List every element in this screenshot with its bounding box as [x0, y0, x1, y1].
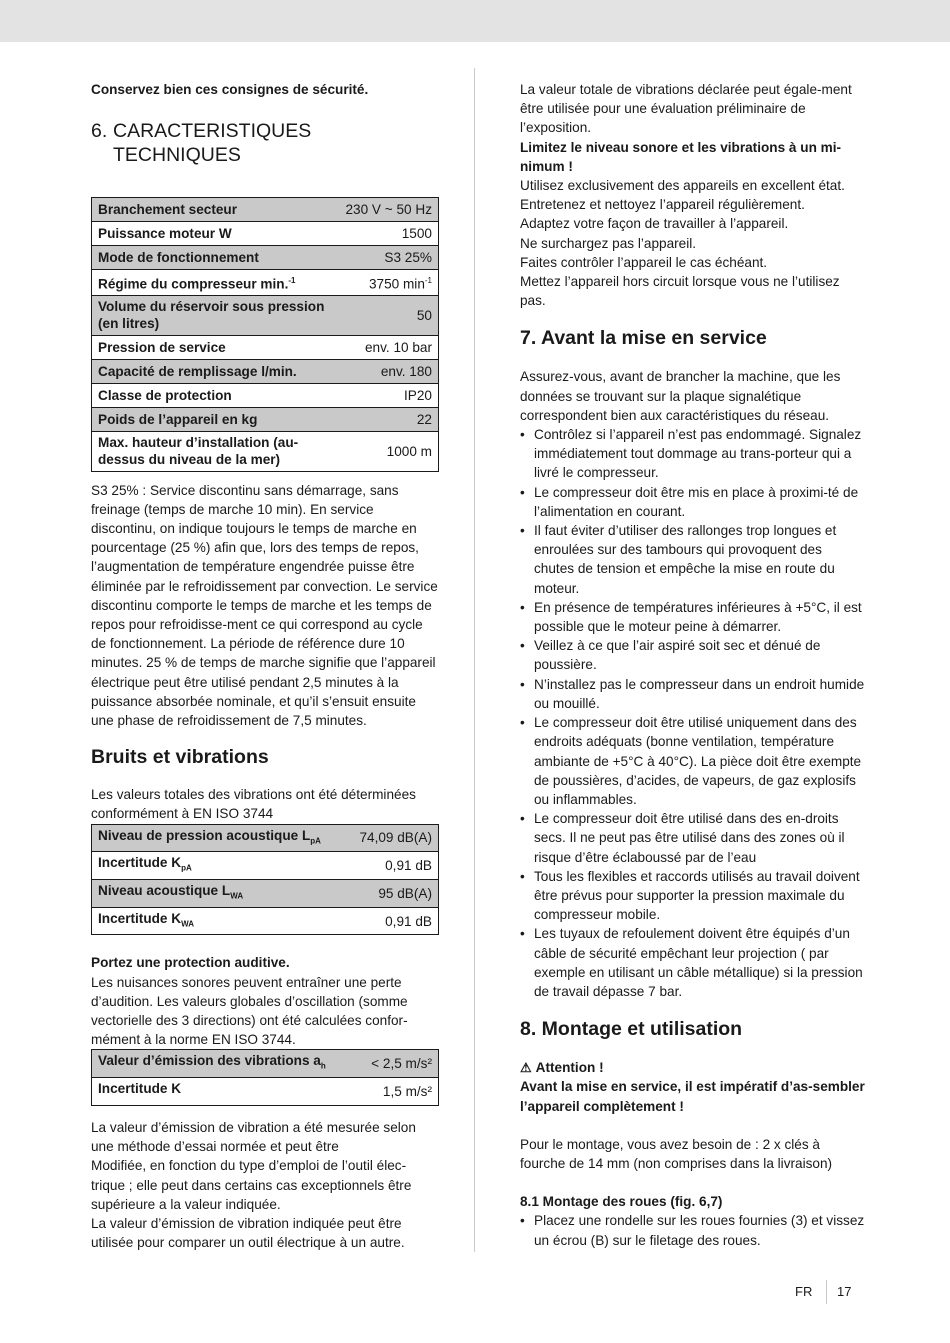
spec-row — [92, 383, 439, 407]
limit-line: Mettez l’appareil hors circuit lorsque vous ne l’utilisez pas. — [520, 274, 840, 309]
section6-title-line2: TECHNIQUES — [113, 143, 241, 166]
attention-line: ⚠ Attention ! — [520, 1060, 604, 1076]
limit-line: Entretenez et nettoyez l’appareil régulièrement. — [520, 197, 805, 213]
top-bar — [0, 0, 950, 42]
section7-heading: 7. Avant la mise en service — [520, 327, 767, 350]
list-item: • Il faut éviter d’utiliser des rallonges trop longues et enroulées sur des tambours qui provoquent des chutes de tension et empêche la mise en route du moteur. — [520, 521, 865, 598]
noise-intro: Les valeurs totales des vibrations ont été déterminées conformément à EN ISO 3744 — [91, 787, 416, 822]
noise-label: Niveau acoustique $L_{WA}$ — [92, 880, 347, 908]
section6-heading — [91, 120, 439, 167]
spec-label: Poids de l’appareil en kg — [92, 407, 340, 431]
spec-value: S3 25% — [339, 246, 438, 270]
list-item: • Le compresseur doit être mis en place à proximi-té de l’alimentation en courant. — [520, 483, 865, 521]
noise-value: 0,91 dB — [346, 907, 438, 935]
attention-text: Avant la mise en service, il est impératif d’as-sembler l’appareil complètement ! — [520, 1079, 865, 1114]
spec-row — [92, 431, 439, 471]
spec-label: Pression de service — [92, 335, 340, 359]
limit-line: Faites contrôler l’appareil le cas échéant. — [520, 254, 768, 270]
vibration-paragraph: La valeur d’émission de vibration a été mesurée selon une méthode d’essai normée et peut être — [91, 1119, 416, 1155]
noise-label: Incertitude $K_{WA}$ — [92, 907, 347, 935]
spec-value: env. 180 — [339, 359, 438, 383]
list-item: • Tous les flexibles et raccords utilisés au travail doivent être prévus pour supporter la pression maximale du compresseur mobile. — [520, 867, 865, 925]
vibration-table — [91, 1049, 439, 1105]
spec-row — [92, 359, 439, 383]
noise-value: 74,09 dB(A) — [346, 824, 438, 852]
noise-table — [91, 824, 439, 936]
spec-value: 1000 m — [339, 431, 438, 471]
spec-table — [91, 197, 439, 472]
warning-triangle-icon: ⚠ — [520, 1060, 532, 1076]
vibration-label: Incertitude K — [92, 1078, 358, 1106]
spec-row — [92, 246, 439, 270]
spec-label: Classe de protection — [92, 383, 340, 407]
right-column — [520, 80, 865, 1250]
list-item: • N’installez pas le compresseur dans un endroit humide ou mouillé. — [520, 675, 865, 713]
vibration-row — [92, 1050, 439, 1078]
spec-row — [92, 270, 439, 296]
spec-row — [92, 295, 439, 335]
vibration-row — [92, 1078, 439, 1106]
footer-language: FR — [795, 1284, 813, 1299]
section8-heading: 8. Montage et utilisation — [520, 1018, 743, 1041]
noise-value: 0,91 dB — [346, 852, 438, 880]
vibration-intro: La valeur totale de vibrations déclarée peut égale-ment être utilisée pour une évaluation préliminaire de l’exposition. — [520, 82, 852, 136]
noise-row — [92, 852, 439, 880]
s3-explanation: S3 25% : Service discontinu sans démarrage, sans freinage (temps de marche 10 min). En service discontinu, on indique toujours le temps de marche en pourcentage (25 %) afin que, lors des temps de repos, l’augmentation de température engendrée puisse être éliminée par le refroidissement par convection. Le service discontinu comporte le temps de marche et les temps de repos pour refroidisse-ment ce qui correspond au cycle de fonctionnement. La période de référence dure 10 minutes. 25 % de temps de marche signifie que l’appareil électrique peut être utilisé pendant 2,5 minutes à la puissance absorbée nominale, et qu’il s’ensuit ensuite une phase de refroidissement de 7,5 minutes. — [91, 482, 438, 728]
spec-label: Volume du réservoir sous pression (en litres) — [92, 295, 340, 335]
spec-label: Puissance moteur W — [92, 222, 340, 246]
noise-row — [92, 907, 439, 935]
spec-row — [92, 407, 439, 431]
spec-row — [92, 335, 439, 359]
section6-number: 6. — [91, 120, 108, 142]
vibration-paragraph: Modifiée, en fonction du type d’emploi de l’outil élec-trique ; elle peut dans certains cas exceptionnels être supérieure a la valeur indiquée. — [91, 1158, 412, 1212]
left-column — [91, 80, 439, 1252]
section7-list — [520, 425, 865, 1001]
noise-row — [92, 824, 439, 852]
spec-label: Branchement secteur — [92, 198, 340, 222]
spec-value: 230 V ~ 50 Hz — [339, 198, 438, 222]
vibration-value: 1,5 m/s² — [357, 1078, 438, 1106]
noise-value: 95 dB(A) — [346, 880, 438, 908]
hearing-protection-text: Les nuisances sonores peuvent entraîner une perte d’audition. Les valeurs globales d’oscillation (somme vectorielle des 3 directions) ont été calculées confor-mément à la norme EN ISO 3744. — [91, 974, 408, 1048]
spec-label: Mode de fonctionnement — [92, 246, 340, 270]
list-item: • Le compresseur doit être utilisé dans des en-droits secs. Il ne peut pas être utilisé dans des zones où il risque d’être éclaboussé par de l’eau — [520, 809, 865, 867]
spec-label: Max. hauteur d’installation (au-dessus du niveau de la mer) — [92, 431, 340, 471]
limit-line: Utilisez exclusivement des appareils en excellent état. — [520, 178, 845, 194]
noise-label: Incertitude $K_{pA}$ — [92, 852, 347, 880]
limit-line: Ne surchargez pas l’appareil. — [520, 235, 697, 251]
list-item: • Les tuyaux de refoulement doivent être équipés d’un câble de sécurité empêchant leur projection ( par exemple en utilisant un câble métallique) si la pression de travail dépasse 7 bar. — [520, 924, 865, 1001]
vibration-paragraph: La valeur d’émission de vibration indiquée peut être utilisée pour comparer un outil électrique à un autre. — [91, 1215, 405, 1251]
list-item: • Placez une rondelle sur les roues fournies (3) et vissez un écrou (B) sur le filetage des roues. — [520, 1211, 865, 1249]
spec-value: env. 10 bar — [339, 335, 438, 359]
column-divider — [474, 68, 475, 1252]
vibration-label: Valeur d’émission des vibrations $a_h$ — [92, 1050, 358, 1078]
spec-value: 50 — [339, 295, 438, 335]
list-item: • Le compresseur doit être utilisé uniquement dans des endroits adéquats (bonne ventilation, température ambiante de +5°C à 40°C). La pièce doit être exempte de poussières, d’acides, de vapeurs, de gaz explosifs ou inflammables. — [520, 713, 865, 809]
spec-value: 1500 — [339, 222, 438, 246]
section7-intro: Assurez-vous, avant de brancher la machine, que les données se trouvant sur la plaque signalétique correspondent bien aux caractéristiques du réseau. — [520, 369, 841, 423]
footer-separator — [826, 1280, 827, 1304]
keep-safe-note: Conservez bien ces consignes de sécurité. — [91, 82, 369, 97]
noise-row — [92, 880, 439, 908]
spec-label: Capacité de remplissage l/min. — [92, 359, 340, 383]
limit-title: Limitez le niveau sonore et les vibrations à un mi-nimum ! — [520, 139, 842, 174]
list-item: • Contrôlez si l’appareil n’est pas endommagé. Signalez immédiatement tout dommage au trans-porteur qui a livré le compresseur. — [520, 425, 865, 483]
limit-line: Adaptez votre façon de travailler à l’appareil. — [520, 216, 789, 232]
noise-label: Niveau de pression acoustique $L_{pA}$ — [92, 824, 347, 852]
noise-heading: Bruits et vibrations — [91, 746, 269, 769]
list-item: • Veillez à ce que l’air aspiré soit sec et dénué de poussière. — [520, 636, 865, 674]
vibration-value: < 2,5 m/s² — [357, 1050, 438, 1078]
subsection81-heading: 8.1 Montage des roues (fig. 6,7) — [520, 1194, 723, 1210]
hearing-protection-title: Portez une protection auditive. — [91, 955, 290, 971]
spec-label: Régime du compresseur min.$^{-1}$ — [92, 270, 340, 296]
page-number: 17 — [837, 1284, 852, 1299]
spec-value: 3750 $\min^{-1}$ — [339, 270, 438, 296]
spec-row — [92, 222, 439, 246]
spec-row — [92, 198, 439, 222]
spec-value: 22 — [339, 407, 438, 431]
list-item: • En présence de températures inférieures à +5°C, il est possible que le moteur peine à démarrer. — [520, 598, 865, 636]
section6-title-line1: CARACTERISTIQUES — [113, 120, 312, 142]
subsection81-list — [520, 1211, 865, 1249]
spec-value: IP20 — [339, 383, 438, 407]
tools-text: Pour le montage, vous avez besoin de : 2 x clés à fourche de 14 mm (non comprises dans la livraison) — [520, 1136, 833, 1171]
